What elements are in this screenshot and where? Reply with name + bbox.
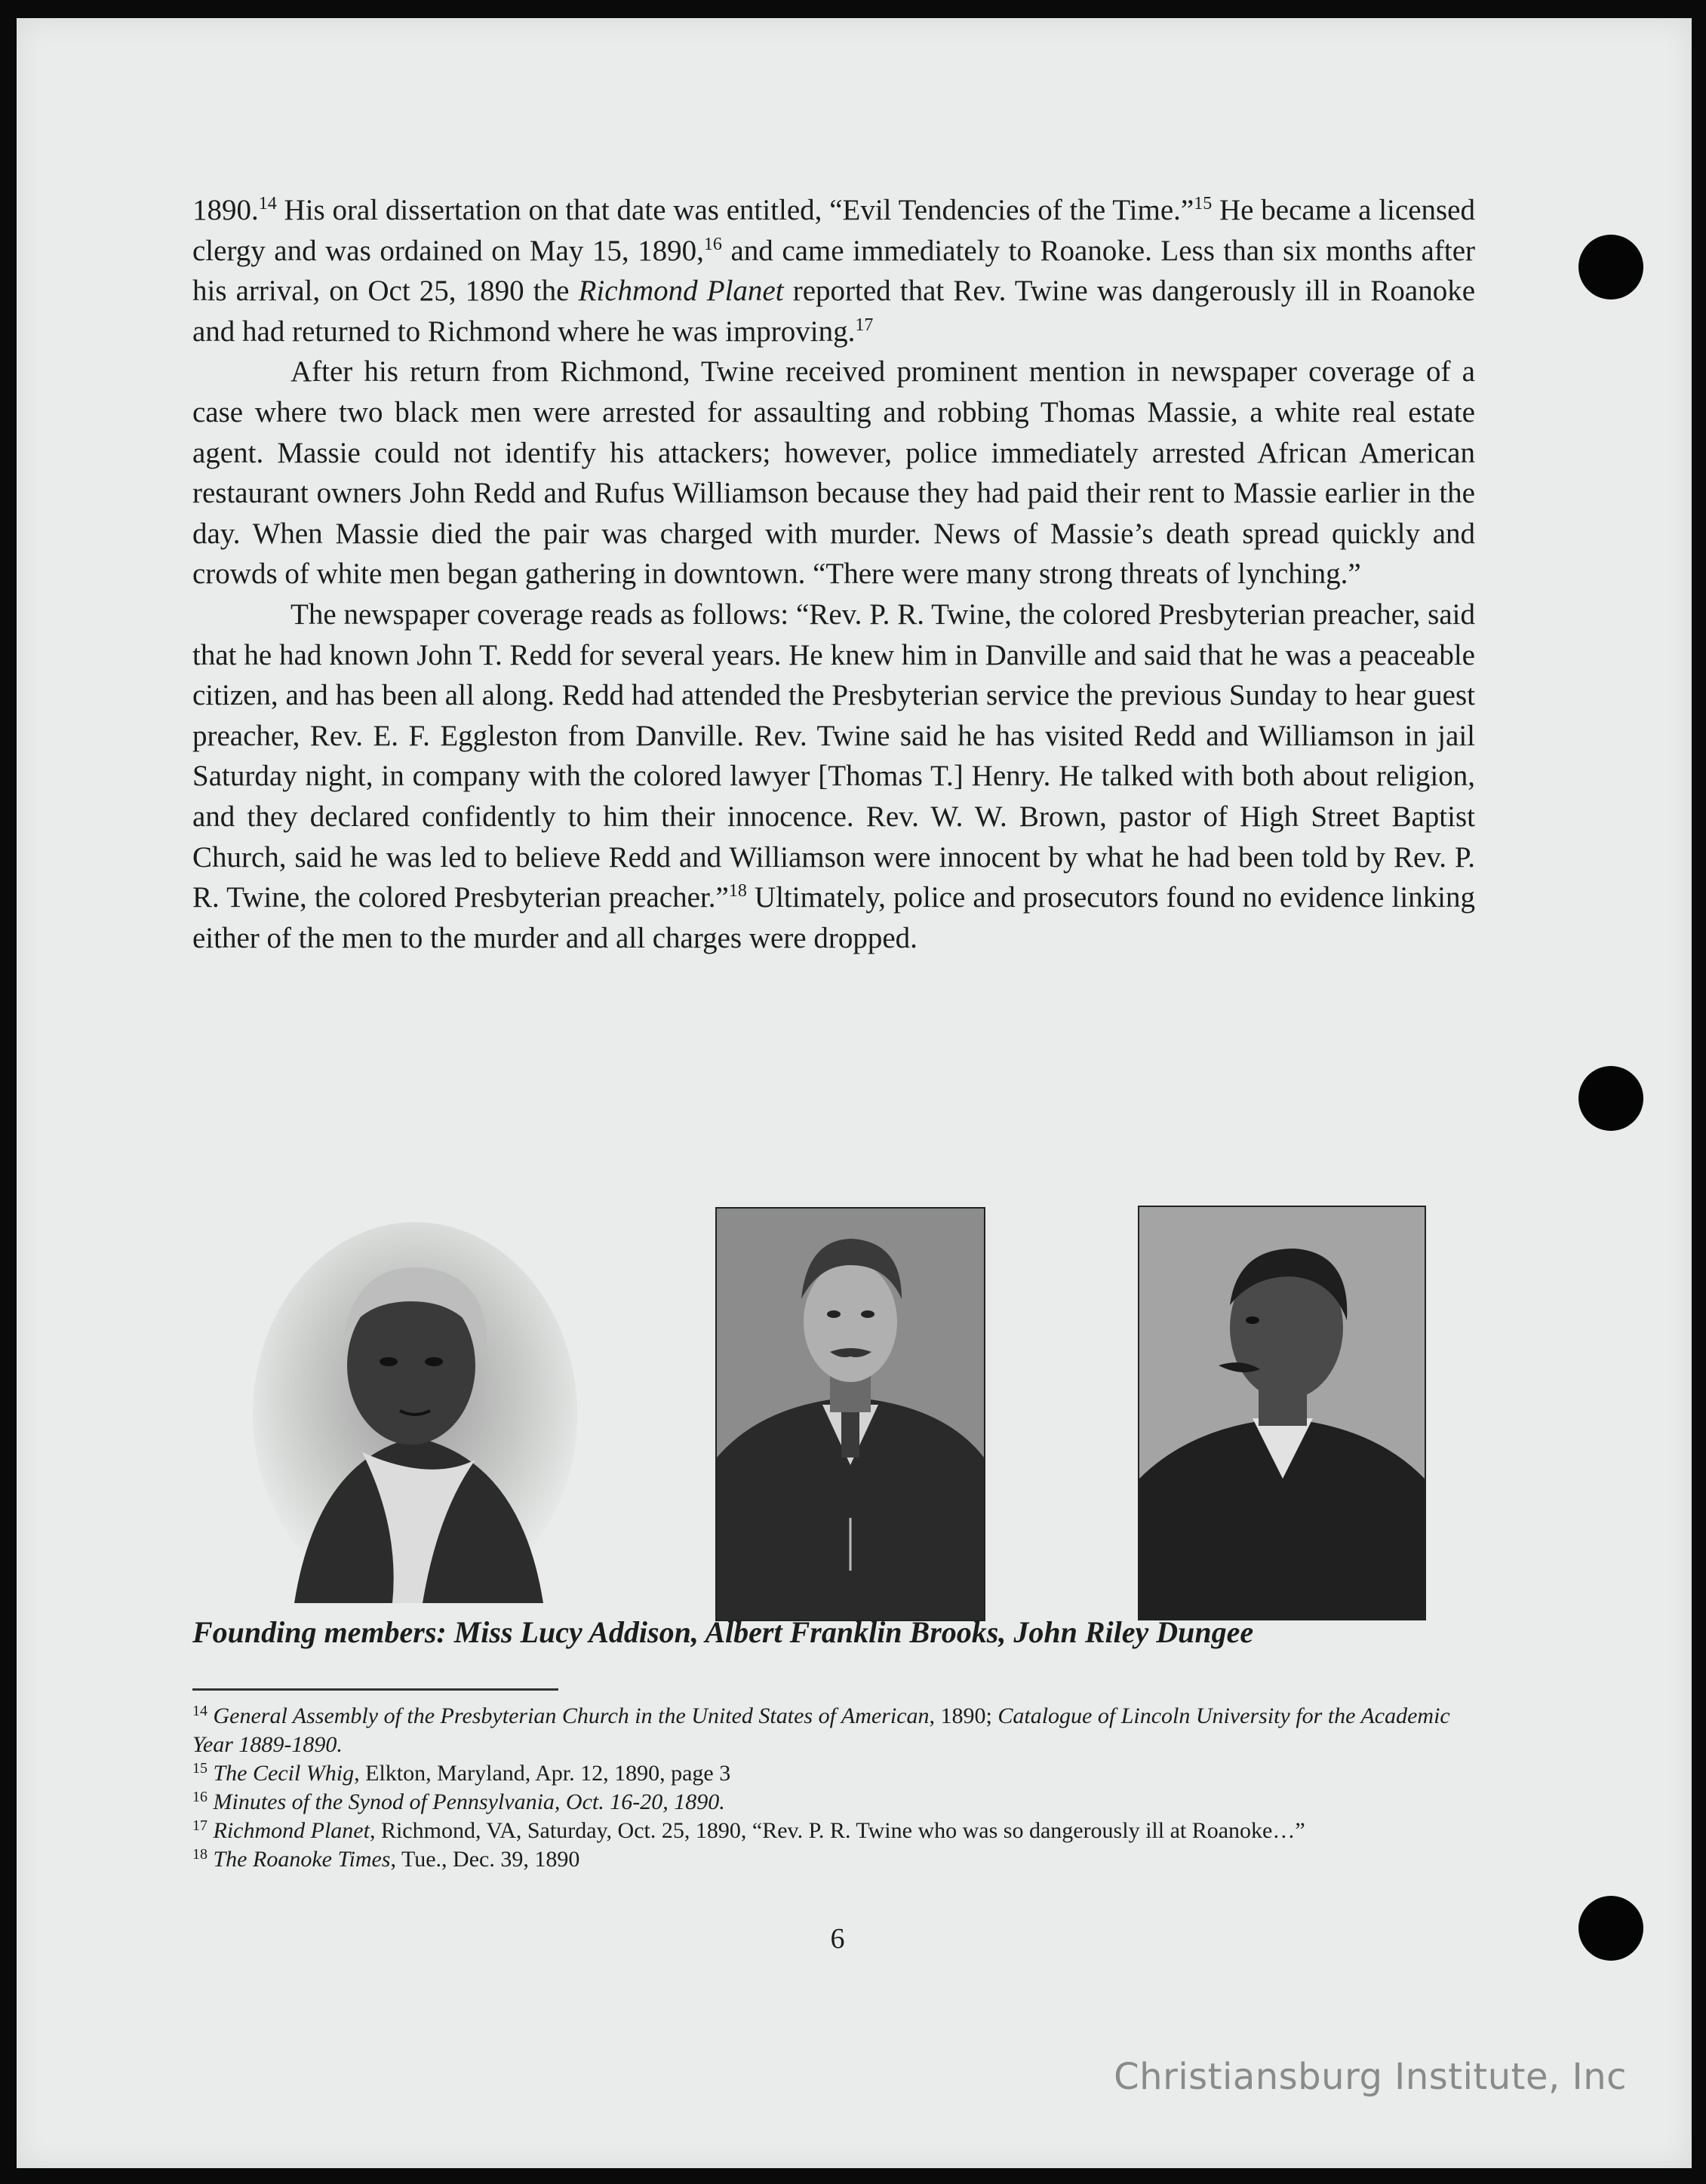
text-run: , Richmond, VA, Saturday, Oct. 25, 1890, “Rev. P. R. Twine who was so dangerously ill at Roanoke…” xyxy=(369,1818,1305,1843)
footnote-number: 18 xyxy=(192,1846,207,1863)
text-run: and came immediately to Roanoke. Less than six months after his arrival, on Oct 25, 1890 the xyxy=(192,234,1475,308)
text-run: Ultimately, police and prosecutors found no evidence linking either of the men to the murder and all charges were dropped. xyxy=(192,881,1475,954)
footnote xyxy=(192,1788,1483,1817)
footnote xyxy=(192,1845,1483,1874)
text-run: His oral dissertation on that date was entitled, “Evil Tendencies of the Time.” xyxy=(276,194,1194,226)
footnote xyxy=(192,1817,1483,1845)
footnote-ref: 14 xyxy=(258,194,277,213)
text-run: , Elkton, Maryland, Apr. 12, 1890, page 3 xyxy=(354,1761,731,1786)
figure-caption: Founding members: Miss Lucy Addison, Albert Franklin Brooks, John Riley Dungee xyxy=(192,1615,1254,1649)
footnote-number: 15 xyxy=(192,1760,207,1777)
page-number: 6 xyxy=(830,1923,845,1955)
footnote xyxy=(192,1759,1483,1788)
watermark-text: Christiansburg Institute, Inc xyxy=(1114,2056,1627,2098)
punch-hole-middle xyxy=(1578,1066,1643,1131)
text-run: , Tue., Dec. 39, 1890 xyxy=(390,1847,580,1872)
text-run: After his return from Richmond, Twine received prominent mention in newspaper coverage of a case where two black men were arrested for assaulting and robbing Thomas Massie, a white real estate agent. Massie could not identify his attackers; however, police immediately arrested African American restaurant owners John Redd and Rufus Williamson because they had paid their rent to Massie earlier in the day. When Massie died the pair was charged with murder. News of Massie’s death spread quickly and crowds of white men began gathering in downtown. “There were many strong threats of lynching.” xyxy=(192,355,1475,591)
body-text xyxy=(192,190,1475,958)
text-run: 1890. xyxy=(192,194,259,226)
punch-hole-top xyxy=(1578,235,1643,299)
footnote-ref: 17 xyxy=(855,315,874,335)
footnotes xyxy=(192,1702,1483,1874)
italic-title: Catalogue of Lincoln University for the Academic Year 1889-1890. xyxy=(192,1703,1450,1757)
italic-title: The Roanoke Times xyxy=(213,1847,391,1872)
footnote-number: 16 xyxy=(192,1789,207,1805)
footnote xyxy=(192,1702,1483,1759)
italic-title: The Cecil Whig xyxy=(213,1761,355,1786)
italic-title: Minutes of the Synod of Pennsylvania, Oct. 16-20, 1890. xyxy=(213,1789,725,1814)
footnote-ref: 18 xyxy=(728,881,747,902)
italic-title: Richmond Planet xyxy=(578,275,784,308)
paragraph xyxy=(192,594,1475,958)
footnote-number: 14 xyxy=(192,1703,207,1719)
portrait-albert-franklin-brooks xyxy=(715,1207,985,1621)
footnote-ref: 15 xyxy=(1194,194,1213,213)
text-run: reported that Rev. Twine was dangerously ill in Roanoke and had returned to Richmond where he was improving. xyxy=(192,275,1476,348)
footnote-divider xyxy=(192,1688,558,1691)
footnote-number: 17 xyxy=(192,1817,207,1834)
footnote-ref: 16 xyxy=(703,234,722,254)
italic-title: Richmond Planet xyxy=(213,1818,370,1843)
portrait-john-riley-dungee xyxy=(1138,1206,1426,1620)
italic-title: General Assembly of the Presbyterian Church in the United States of American xyxy=(213,1703,930,1728)
text-run: , 1890; xyxy=(929,1703,998,1728)
portrait-lucy-addison xyxy=(249,1211,581,1603)
punch-hole-bottom xyxy=(1578,1896,1643,1961)
text-run: He became a licensed clergy and was ordained on May 15, 1890, xyxy=(192,194,1475,267)
text-run: The newspaper coverage reads as follows: “Rev. P. R. Twine, the colored Presbyterian preacher, said that he had known John T. Redd for several years. He knew him in Danville and said that he was a peaceable citizen, and has been all along. Redd had attended the Presbyterian service the previous Sunday to hear guest preacher, Rev. E. F. Eggleston from Danville. Rev. Twine said he has visited Redd and Williamson in jail Saturday night, in company with the colored lawyer [Thomas T.] Henry. He talked with both about religion, and they declared confidently to him their innocence. Rev. W. W. Brown, pastor of High Street Baptist Church, said he was led to believe Redd and Williamson were innocent by what he had been told by Rev. P. R. Twine, the colored Presbyterian preacher.” xyxy=(192,597,1475,914)
paragraph xyxy=(192,190,1475,352)
paragraph xyxy=(192,352,1475,594)
